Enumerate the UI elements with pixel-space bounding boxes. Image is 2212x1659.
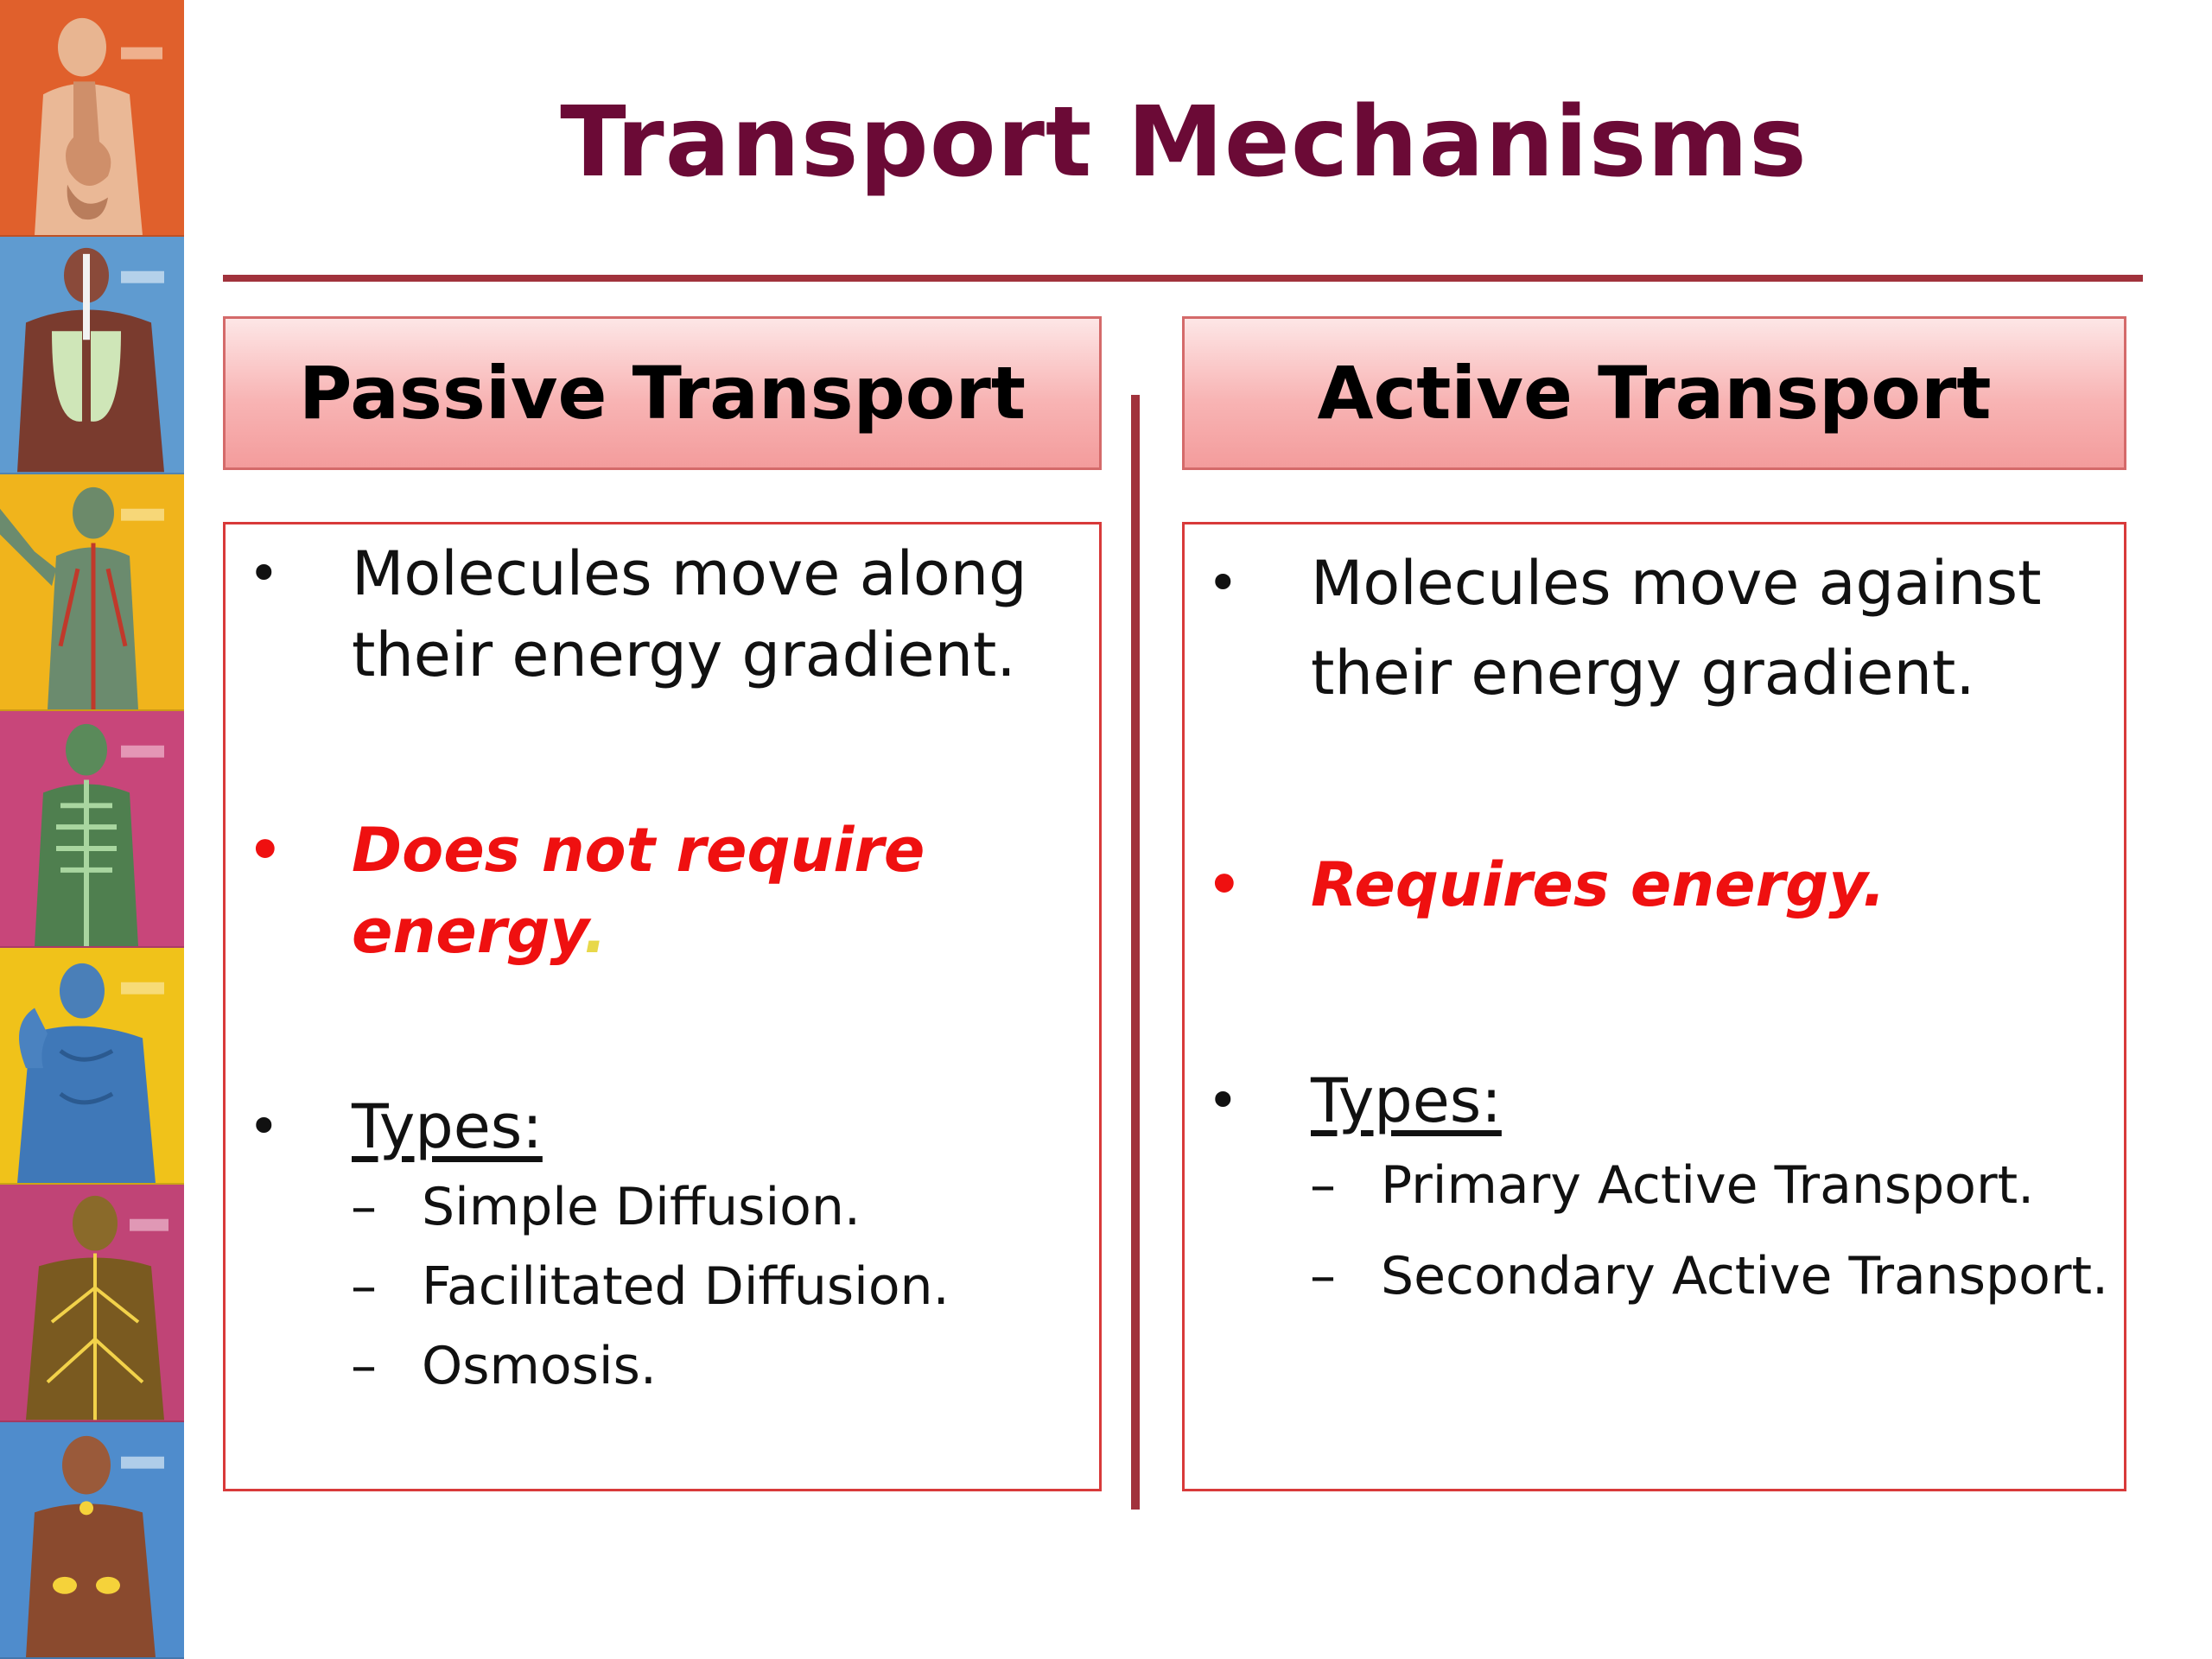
- title-divider: [223, 275, 2143, 282]
- dash-marker: –: [351, 1256, 377, 1317]
- bullet-marker: •: [1207, 551, 1239, 614]
- passive-gradient-line1: Molecules move along: [352, 538, 1027, 609]
- circulatory-system-illustration: [0, 474, 184, 711]
- muscular-system-illustration: [0, 948, 184, 1185]
- passive-gradient-line2: their energy gradient.: [352, 620, 1016, 690]
- dash-marker: –: [351, 1336, 377, 1396]
- bullet-marker: •: [248, 542, 280, 605]
- active-transport-box: • Molecules move against their energy gradient. • Requires energy. • Types: – Primary Active Transport. – Secondary Active Transport.: [1182, 522, 2126, 1491]
- passive-types-label: Types:: [352, 1091, 543, 1162]
- endocrine-system-illustration: [0, 1422, 184, 1659]
- slide-title: Transport Mechanisms: [560, 86, 1808, 199]
- dash-marker: –: [351, 1177, 377, 1237]
- bullet-marker: •: [1207, 853, 1242, 916]
- passive-transport-heading: Passive Transport: [223, 316, 1102, 470]
- active-transport-heading: Active Transport: [1182, 316, 2126, 470]
- active-gradient-line1: Molecules move against: [1311, 548, 2042, 619]
- bullet-marker: •: [248, 1095, 280, 1158]
- dash-marker: –: [1310, 1246, 1336, 1306]
- passive-energy-line1: Does not require: [352, 815, 925, 886]
- respiratory-system-illustration: [0, 237, 184, 474]
- passive-energy-line2: energy: [352, 896, 584, 967]
- column-divider: [1131, 395, 1140, 1510]
- active-energy-text: Requires energy.: [1311, 849, 1886, 920]
- nervous-system-illustration: [0, 1185, 184, 1421]
- passive-energy-period: .: [583, 896, 607, 967]
- active-types-label: Types:: [1311, 1065, 1502, 1136]
- passive-transport-box: • Molecules move along their energy gradient. • Does not require energy. • Types: – Simple Diffusion. – Facilitated Diffusion. – Osmosis.: [223, 522, 1102, 1491]
- bullet-marker: •: [1207, 1069, 1239, 1132]
- bullet-marker: •: [248, 818, 283, 881]
- dash-marker: –: [1310, 1155, 1336, 1216]
- decorative-anatomy-strip: [0, 0, 184, 1659]
- skeletal-system-illustration: [0, 711, 184, 948]
- active-gradient-line2: their energy gradient.: [1311, 638, 1975, 709]
- digestive-system-illustration: [0, 0, 184, 237]
